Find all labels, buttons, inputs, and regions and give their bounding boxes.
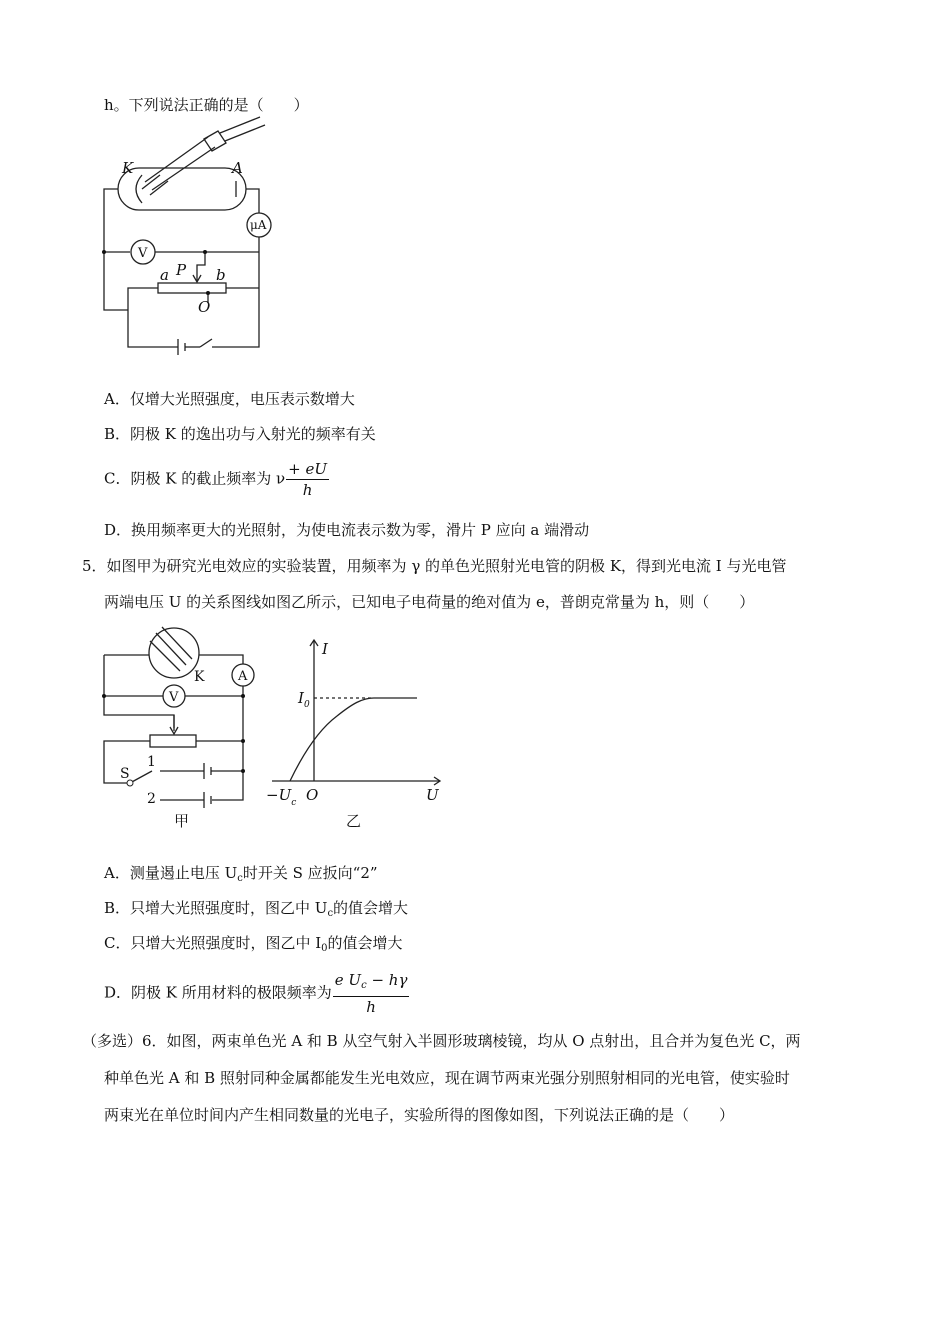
q6-stem-line3: 两束光在单位时间内产生相同数量的光电子，实验所得的图像如图，下列说法正确的是（ ）	[104, 1106, 735, 1124]
cathode-electrode	[136, 175, 142, 203]
switch	[200, 339, 212, 347]
label-position-2: 2	[147, 791, 156, 807]
light-source-pen	[145, 137, 215, 190]
q4-option-a: A．仅增大光照强度，电压表示数增大	[104, 390, 355, 408]
label-ammeter: A	[238, 669, 248, 684]
label-a: a	[160, 266, 169, 284]
label-voltmeter: V	[169, 690, 179, 705]
q4-option-c-fraction: $\frac{+ eU}{h}$	[288, 460, 327, 499]
caption-jia: 甲	[174, 812, 190, 830]
q4-option-c	[104, 459, 329, 500]
label-microammeter: μA	[250, 218, 267, 232]
q5-stem-line1: 5．如图甲为研究光电效应的实验装置，用频率为 γ 的单色光照射光电管的阴极 K，得到光电流 I 与光电管	[82, 557, 787, 575]
label-position-1: 1	[147, 754, 156, 770]
caption-yi: 乙	[346, 812, 362, 830]
label-i: I	[322, 640, 328, 658]
phototube-glass	[118, 168, 246, 210]
label-minus-uc: $-U_c$	[266, 786, 297, 808]
q5-option-d: D．阴极 K 所用材料的极限频率为 $\frac{e U_c - h\gamma}{h}$	[104, 971, 408, 1016]
incident-light-rays	[150, 627, 192, 671]
label-k: K	[122, 159, 134, 177]
label-p: P	[176, 261, 187, 279]
photocurrent-curve	[290, 698, 417, 781]
label-k: K	[194, 669, 205, 685]
rheostat	[150, 735, 196, 747]
q5-option-d-fraction: $\frac{e U_c - h\gamma}{h}$	[334, 971, 408, 1016]
label-i0: $I_0$	[298, 689, 310, 710]
switch-s	[130, 771, 152, 783]
label-b: b	[216, 266, 226, 284]
label-switch-s: S	[120, 766, 130, 782]
q6-stem-line2: 种单色光 A 和 B 照射同种金属都能发生光电效应，现在调节两束光强分别照射相同的光电管，使实验时	[104, 1069, 790, 1087]
q6-stem-line1: （多选）6．如图，两束单色光 A 和 B 从空气射入半圆形玻璃棱镜，均从 O 点射出，且合并为复色光 C，两	[82, 1032, 801, 1050]
label-voltmeter: V	[138, 246, 148, 261]
label-u: U	[426, 786, 439, 804]
label-anode-a: A	[232, 159, 243, 177]
q4-option-d: D．换用频率更大的光照射，为使电流表示数为零，滑片 P 应向 a 端滑动	[104, 521, 590, 539]
label-origin-o: O	[306, 786, 319, 804]
q5-option-c: C．只增大光照强度时，图乙中 $I_0$的值会增大	[104, 934, 403, 954]
q5-option-b: B．只增大光照强度时，图乙中 $U_c$的值会增大	[104, 899, 409, 919]
q4-stem-tail: h。下列说法正确的是（ ）	[104, 96, 309, 114]
label-o: O	[198, 298, 211, 316]
q5-circuit-diagram	[100, 623, 260, 833]
q4-circuit-diagram	[100, 125, 280, 360]
slider-p	[197, 252, 205, 281]
q4-option-c-prefix: C．阴极 K 的截止频率为 ν	[104, 469, 286, 488]
q5-stem-line2: 两端电压 U 的关系图线如图乙所示，已知电子电荷量的绝对值为 e，普朗克常量为 h，则（ ）	[104, 593, 755, 611]
q5-option-a: A．测量遏止电压 $U_c$时开关 S 应扳向“2”	[104, 864, 378, 884]
q5-iu-graph	[262, 636, 447, 831]
rheostat	[158, 283, 226, 293]
q4-option-b: B．阴极 K 的逸出功与入射光的频率有关	[104, 425, 376, 443]
